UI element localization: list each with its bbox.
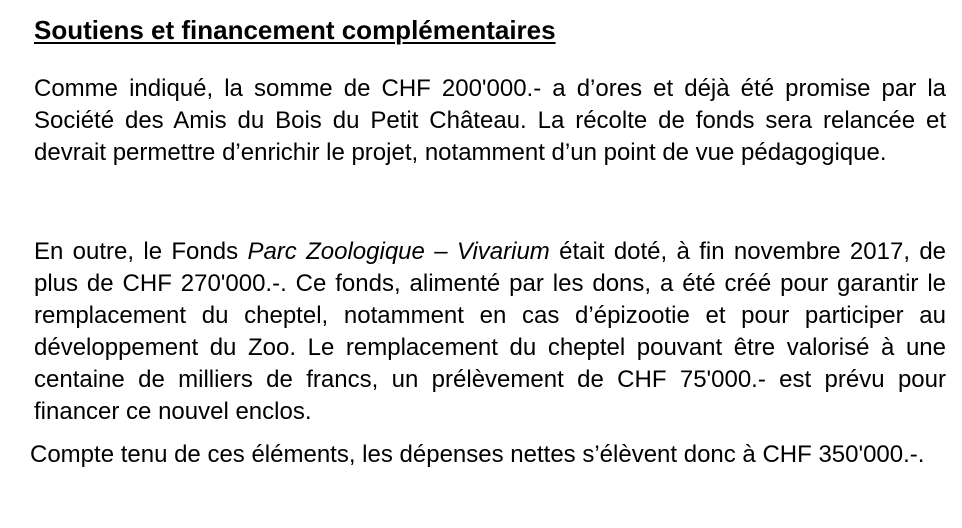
fund-name: Parc Zoologique – Vivarium [247,238,550,265]
paragraph-text-after-fund: était doté, à fin novembre 2017, de plus de CHF 270'000.-. Ce fonds, alimenté par les dons, a été créé pour garantir le remplacement du cheptel, notamment en cas d’épizootie et pour participer au développement du Zoo. Le remplacement du cheptel pouvant être valorisé à une centaine de milliers de francs, un prélèvement de CHF 75'000.- est prévu pour financer ce nouvel enclos. [34,238,947,425]
paragraph-net-expenses: Compte tenu de ces éléments, les dépenses nettes s’élèvent donc à CHF 350'000.-. [30,441,925,468]
section-heading: Soutiens et financement complémentaires [34,15,556,45]
paragraph-text-before-fund: En outre, le Fonds [34,238,248,265]
paragraph-fund-vivarium [34,236,946,428]
paragraph-promised-funding: Comme indiqué, la somme de CHF 200'000.- a d’ores et déjà été promise par la Société des Amis du Bois du Petit Château. La récolte de fonds sera relancée et devrait permettre d’enrichir le projet, notamment d’un point de vue pédagogique. [34,75,946,166]
